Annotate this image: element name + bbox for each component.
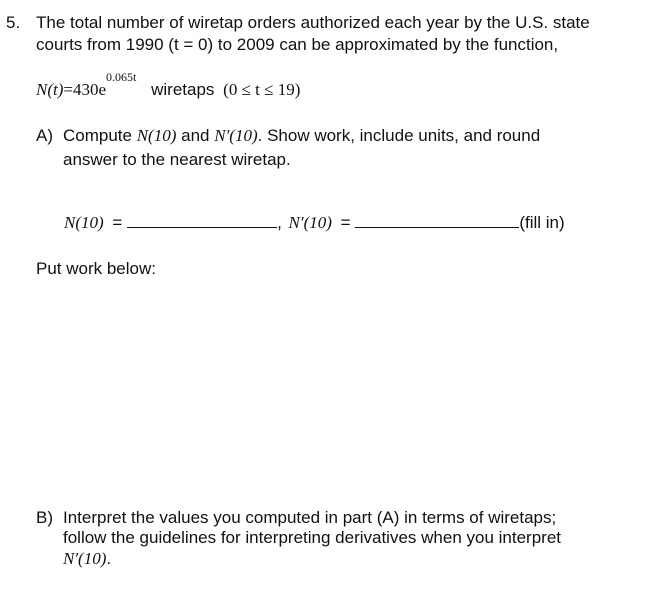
answer-comma: , <box>277 213 282 232</box>
n10-answer-blank[interactable] <box>127 212 277 228</box>
function-definition <box>36 70 301 100</box>
function-units: wiretaps <box>151 80 215 99</box>
work-prompt: Put work below: <box>36 259 156 278</box>
function-equals: = <box>63 80 73 99</box>
function-exponent: 0.065t <box>106 70 137 84</box>
fill-in-note: (fill in) <box>519 213 565 232</box>
answer-nprime10-label: N′(10) <box>288 213 332 232</box>
part-b-line1: Interpret the values you computed in part (A) in terms of wiretaps; <box>63 508 557 527</box>
part-b-label: B) <box>36 508 53 527</box>
answer-nprime10-equals: = <box>340 213 351 232</box>
part-b-line2: follow the guidelines for interpreting derivatives when you interpret <box>63 528 561 547</box>
answer-n10-label: N(10) <box>64 213 104 232</box>
answer-row <box>64 212 565 233</box>
part-a-label: A) <box>36 126 53 145</box>
part-b-line3 <box>63 549 111 569</box>
part-a-and: and <box>181 126 210 145</box>
nprime10-answer-blank[interactable] <box>355 212 519 228</box>
function-lhs: N(t) <box>36 80 64 99</box>
part-b-nprime10: N′(10) <box>63 549 107 568</box>
function-coefficient: 430e <box>72 80 107 99</box>
work-area[interactable] <box>36 285 636 495</box>
function-domain: (0 ≤ t ≤ 19) <box>223 80 301 99</box>
answer-n10-equals: = <box>112 213 123 232</box>
problem-intro-line2: courts from 1990 (t = 0) to 2009 can be approximated by the function, <box>36 35 559 54</box>
problem-number: 5. <box>6 13 21 32</box>
part-a-nprime10: N′(10) <box>214 126 258 145</box>
problem-intro-line1: The total number of wiretap orders authorized each year by the U.S. state <box>36 13 590 32</box>
part-a-line2: answer to the nearest wiretap. <box>63 150 291 169</box>
part-a-line1 <box>63 126 540 146</box>
part-b-period: . <box>106 549 112 568</box>
part-a-compute: Compute <box>63 126 132 145</box>
part-a-line1-suffix: . Show work, include units, and round <box>257 126 541 145</box>
part-a-n10: N(10) <box>136 126 177 145</box>
